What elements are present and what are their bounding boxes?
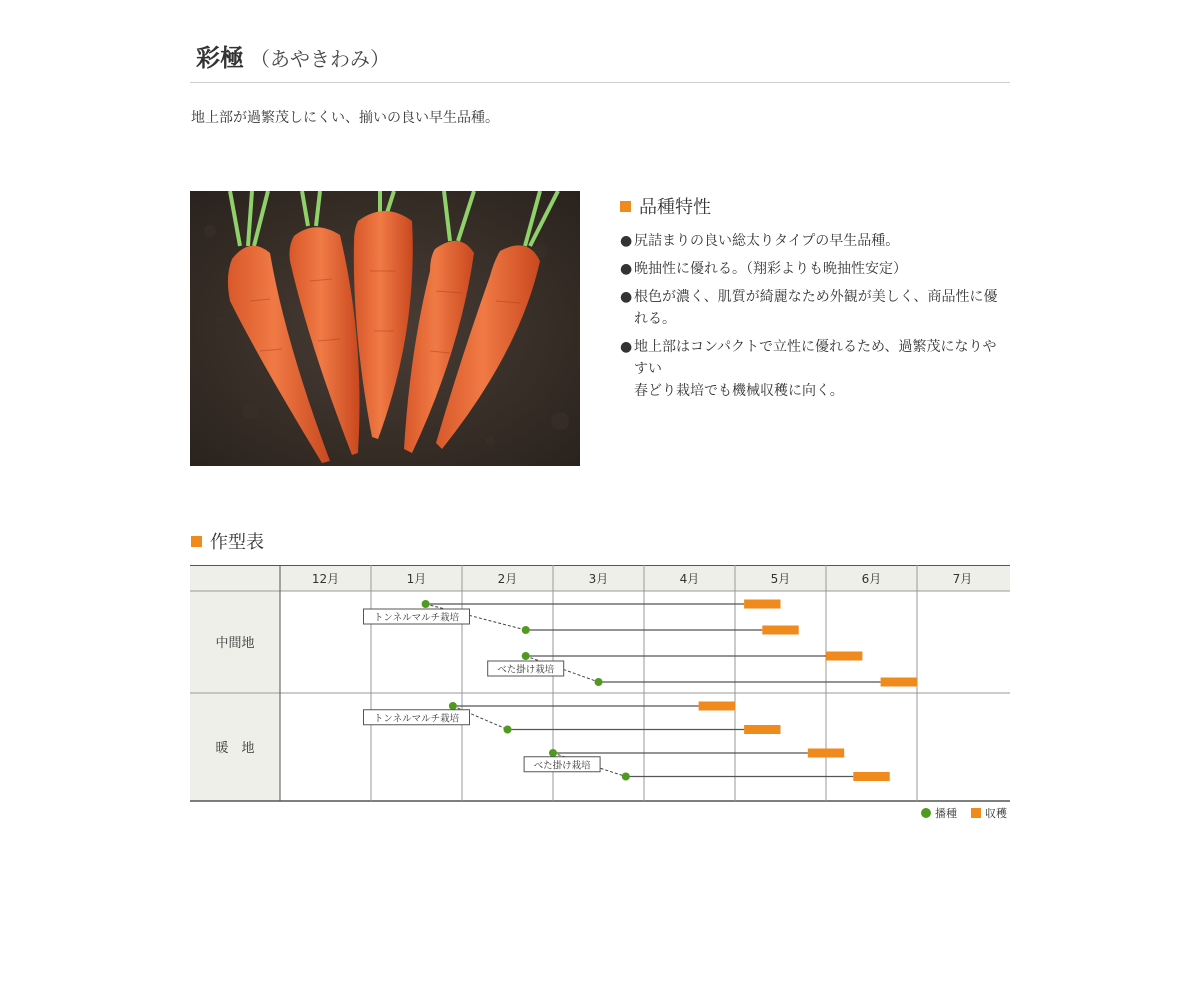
cropping-schedule-chart	[190, 565, 1010, 825]
month-tick-label: 4月	[679, 572, 700, 586]
features-title: 品種特性	[639, 197, 711, 218]
month-tick-label: 7月	[952, 572, 973, 586]
features-list	[620, 230, 1010, 408]
harvest-bar	[762, 626, 798, 635]
feature-text: 根色が濃く、肌質が綺麗なため外観が美しく、商品性に優れる。	[634, 289, 998, 327]
schedule-legend	[921, 805, 1007, 821]
carrot-photo	[190, 191, 580, 466]
sowing-point	[549, 749, 557, 757]
harvest-bar	[853, 772, 889, 781]
month-tick-label: 6月	[861, 572, 882, 586]
cultivation-note-label: トンネルマルチ栽培	[373, 612, 460, 624]
variety-lead: 地上部が過繁茂しにくい、揃いの良い早生品種。	[191, 110, 499, 126]
harvest-bar	[699, 702, 735, 711]
schedule-title: 作型表	[210, 532, 264, 553]
feature-text: 晩抽性に優れる。（翔彩よりも晩抽性安定）	[634, 261, 907, 277]
harvest-legend-icon	[971, 808, 981, 818]
variety-title	[196, 38, 390, 73]
cultivation-note-label: べた掛け栽培	[497, 664, 555, 676]
harvest-bar	[808, 749, 844, 758]
variety-name: 彩極	[196, 44, 244, 72]
sowing-point	[449, 702, 457, 710]
month-tick-label: 5月	[770, 572, 791, 586]
feature-item	[620, 230, 1010, 252]
title-divider	[190, 82, 1010, 83]
feature-item	[620, 286, 1010, 330]
sow-legend-label: 播種	[935, 807, 957, 820]
features-heading	[620, 193, 711, 219]
sowing-point	[422, 600, 430, 608]
heading-marker-icon	[620, 201, 631, 212]
variety-reading: （あやきわみ）	[250, 47, 390, 71]
sowing-point	[522, 652, 530, 660]
feature-item	[620, 258, 1010, 280]
sowing-point	[595, 678, 603, 686]
cultivation-note-label: べた掛け栽培	[533, 760, 591, 772]
month-tick-label: 3月	[588, 572, 609, 586]
harvest-bar	[744, 600, 780, 609]
feature-text: 地上部はコンパクトで立性に優れるため、過繁茂になりやすい 春どり栽培でも機械収穫に向く。	[634, 339, 997, 399]
region-label: 暖 地	[215, 741, 255, 756]
month-tick-label: 1月	[406, 572, 427, 586]
bullet-icon: ●	[620, 261, 633, 277]
sow-legend-icon	[921, 808, 931, 818]
sowing-point	[504, 726, 512, 734]
bullet-icon: ●	[620, 339, 633, 355]
month-tick-label: 2月	[497, 572, 518, 586]
heading-marker-icon	[191, 536, 202, 547]
feature-item	[620, 336, 1010, 402]
sowing-point	[622, 773, 630, 781]
harvest-bar	[744, 725, 780, 734]
harvest-bar	[881, 678, 917, 687]
cropping-schedule-svg	[190, 565, 1010, 805]
bullet-icon: ●	[620, 289, 633, 305]
feature-text: 尻詰まりの良い総太りタイプの早生品種。	[634, 233, 900, 249]
cultivation-note-label: トンネルマルチ栽培	[373, 713, 460, 725]
bullet-icon: ●	[620, 233, 633, 249]
month-tick-label: 12月	[311, 572, 340, 586]
harvest-legend-label: 収穫	[985, 807, 1007, 820]
schedule-heading	[191, 528, 264, 554]
sowing-point	[522, 626, 530, 634]
region-label: 中間地	[215, 636, 255, 651]
region-label-bg	[190, 591, 280, 801]
harvest-bar	[826, 652, 862, 661]
